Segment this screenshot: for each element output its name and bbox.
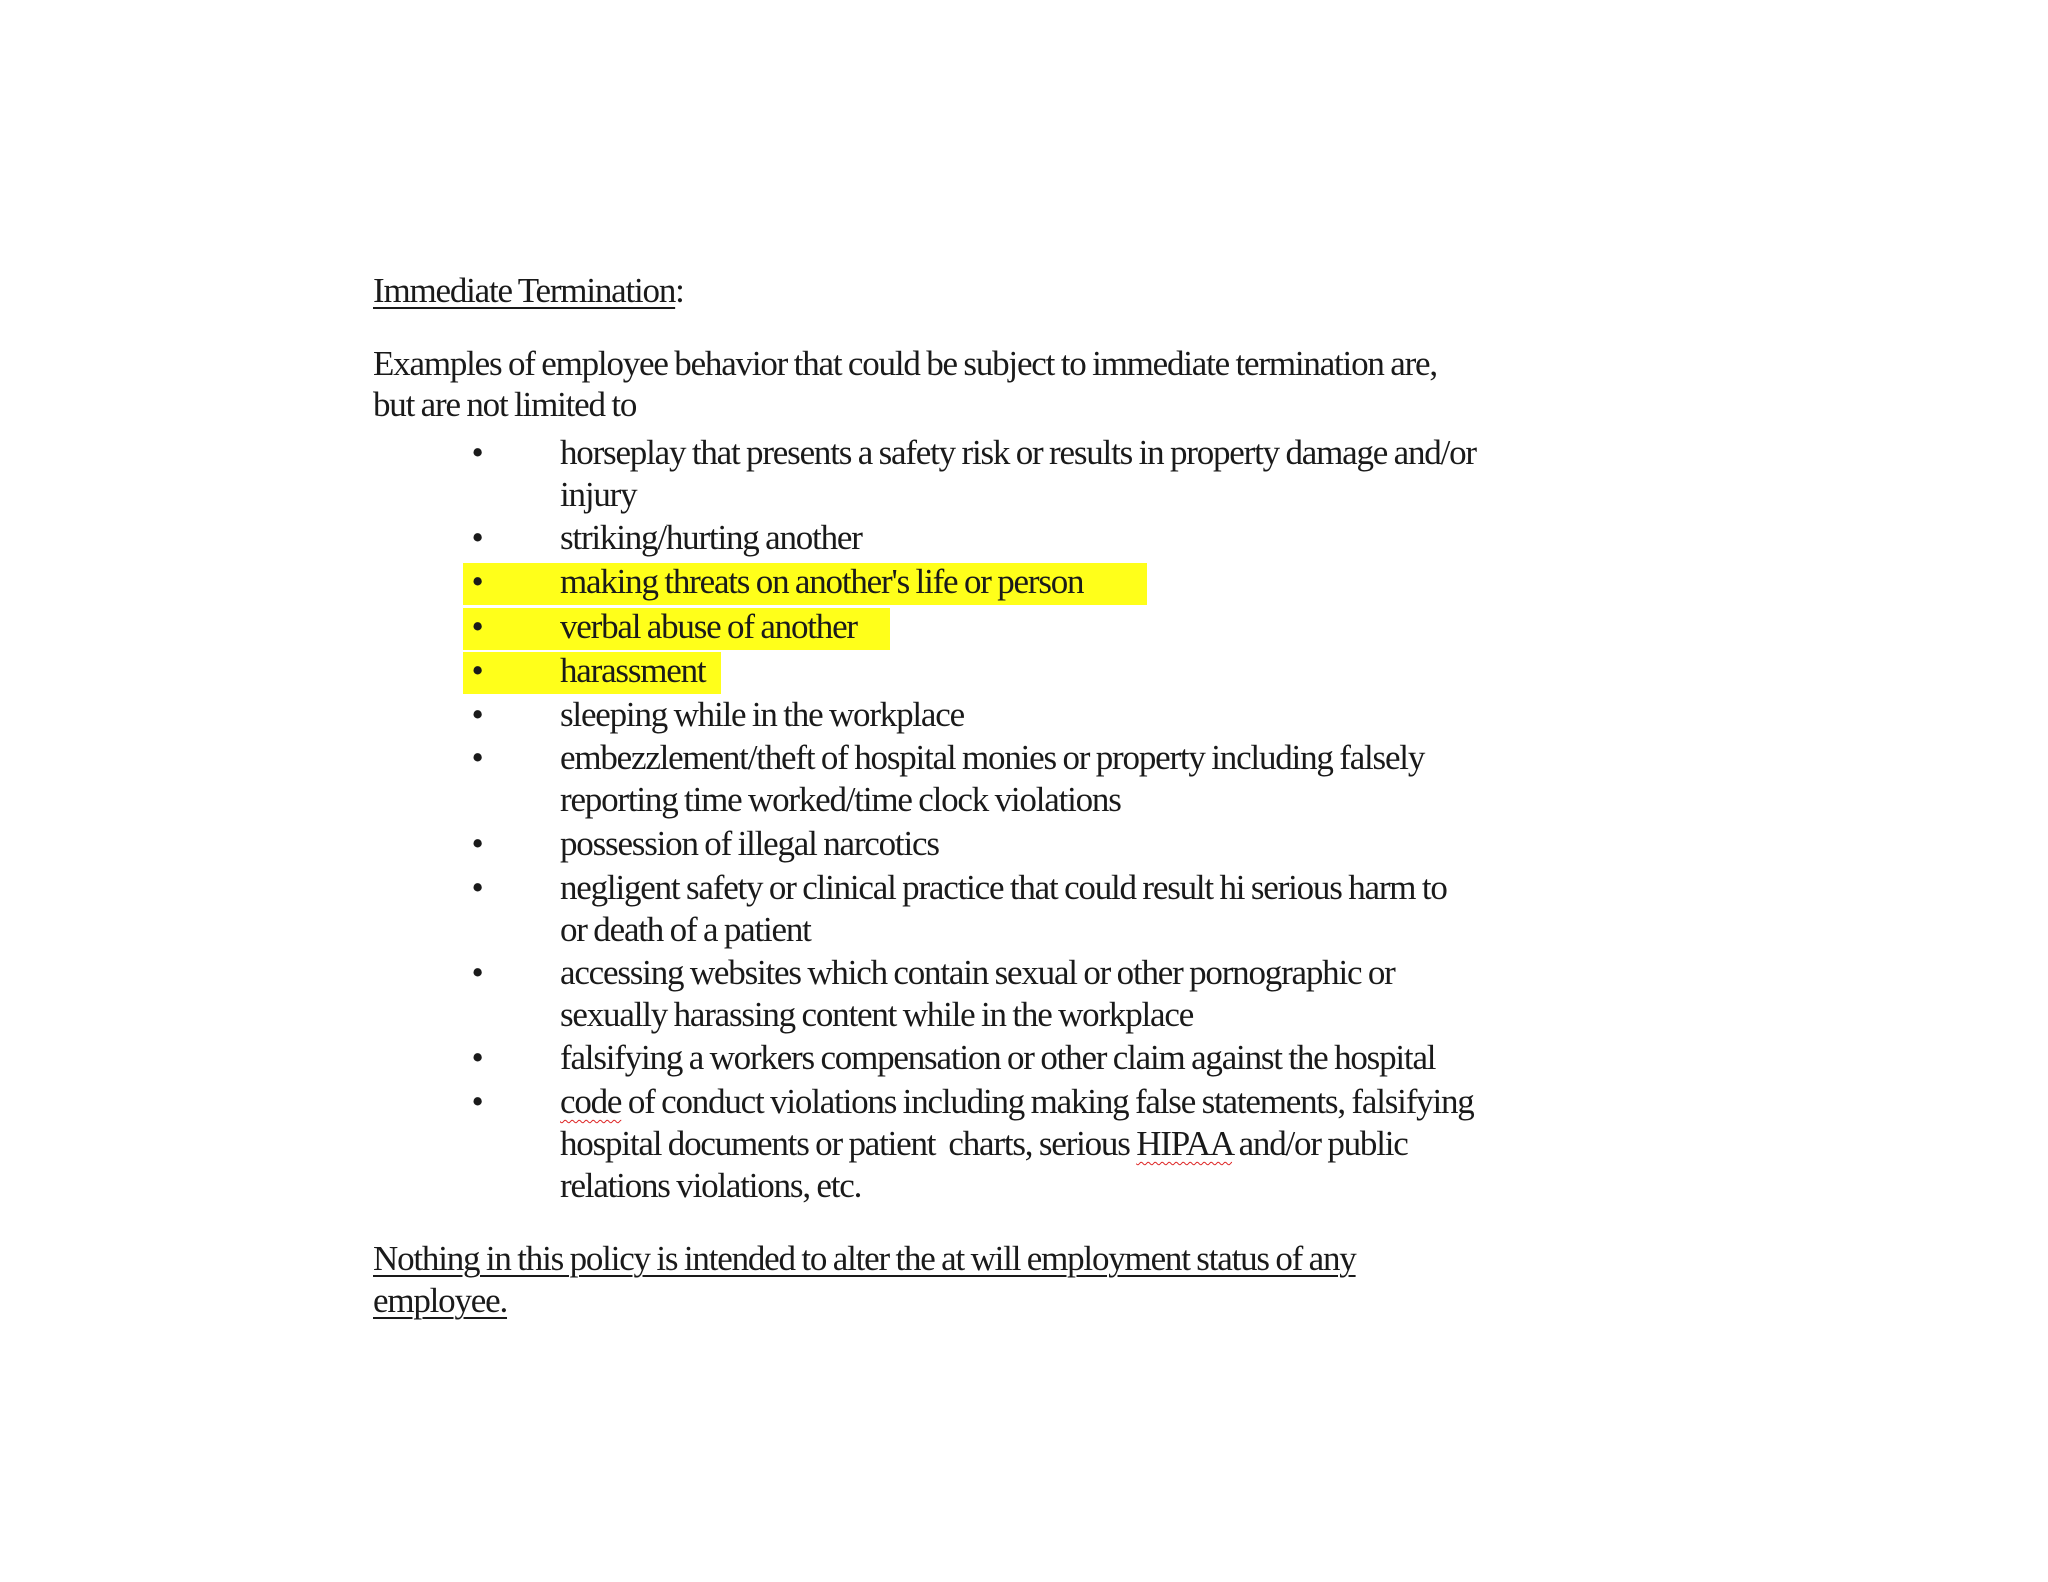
list-item-line: striking/hurting another xyxy=(560,518,862,557)
list-item-text xyxy=(560,1037,1640,1079)
list-item-line: relations violations, etc. xyxy=(560,1166,862,1205)
list-item-line: injury xyxy=(560,475,637,514)
list-item-line: horseplay that presents a safety risk or results in property damage and/or xyxy=(560,433,1476,472)
heading-text: Immediate Termination xyxy=(373,271,676,310)
list-item-line: embezzlement/theft of hospital monies or property including falsely xyxy=(560,738,1425,777)
list-item-line: falsifying a workers compensation or other claim against the hospital xyxy=(560,1038,1436,1077)
section-heading xyxy=(373,270,684,312)
bullet-icon: • xyxy=(471,1038,483,1077)
intro-line-2: but are not limited to xyxy=(373,385,637,424)
list-item-text xyxy=(560,952,1640,1036)
list-item-text xyxy=(560,694,1640,736)
closing-line-2: employee. xyxy=(373,1281,508,1320)
bullet-icon: • xyxy=(471,695,483,734)
bullet-icon: • xyxy=(471,738,483,777)
list-item-line: negligent safety or clinical practice that could result hi serious harm to xyxy=(560,868,1447,907)
list-item-text xyxy=(560,561,1640,603)
list-item-text xyxy=(560,606,1640,648)
list-item-line: verbal abuse of another xyxy=(560,607,857,646)
list-item-line: harassment xyxy=(560,651,706,690)
list-item-line: sexually harassing content while in the workplace xyxy=(560,995,1194,1034)
heading-colon: : xyxy=(675,271,684,310)
list-item-fragment: of conduct violations including making false statements, falsifying xyxy=(621,1082,1474,1121)
list-item-line: reporting time worked/time clock violations xyxy=(560,780,1121,819)
list-item-line: possession of illegal narcotics xyxy=(560,824,939,863)
bullet-icon: • xyxy=(471,651,483,690)
list-item-line: accessing websites which contain sexual or other pornographic or xyxy=(560,953,1395,992)
spellcheck-flagged-word: HIPAA xyxy=(1136,1124,1233,1163)
list-item-line: sleeping while in the workplace xyxy=(560,695,964,734)
bullet-icon: • xyxy=(471,562,483,601)
list-item-text xyxy=(560,737,1640,821)
list-item-line xyxy=(560,1123,1640,1165)
list-item-fragment: and/or public xyxy=(1232,1124,1408,1163)
bullet-icon: • xyxy=(471,518,483,557)
list-item-text xyxy=(560,823,1640,865)
bullet-icon: • xyxy=(471,607,483,646)
list-item-line: or death of a patient xyxy=(560,910,811,949)
intro-line-1: Examples of employee behavior that could be subject to immediate termination are, xyxy=(373,344,1437,383)
list-item-text xyxy=(560,1081,1640,1207)
bullet-icon: • xyxy=(471,1082,483,1121)
bullet-icon: • xyxy=(471,824,483,863)
bullet-icon: • xyxy=(471,953,483,992)
closing-statement xyxy=(373,1238,1356,1322)
bullet-icon: • xyxy=(471,433,483,472)
spellcheck-flagged-word: code xyxy=(560,1082,622,1121)
list-item-text xyxy=(560,867,1640,951)
closing-line-1: Nothing in this policy is intended to alter the at will employment status of any xyxy=(373,1239,1356,1278)
bullet-icon: • xyxy=(471,868,483,907)
list-item-line: making threats on another's life or person xyxy=(560,562,1084,601)
list-item-text xyxy=(560,517,1640,559)
list-item-text xyxy=(560,650,1640,692)
list-item-line xyxy=(560,1081,1640,1123)
intro-paragraph xyxy=(373,343,1633,425)
list-item-fragment: hospital documents or patient charts, serious xyxy=(560,1124,1137,1163)
list-item-text xyxy=(560,432,1640,516)
